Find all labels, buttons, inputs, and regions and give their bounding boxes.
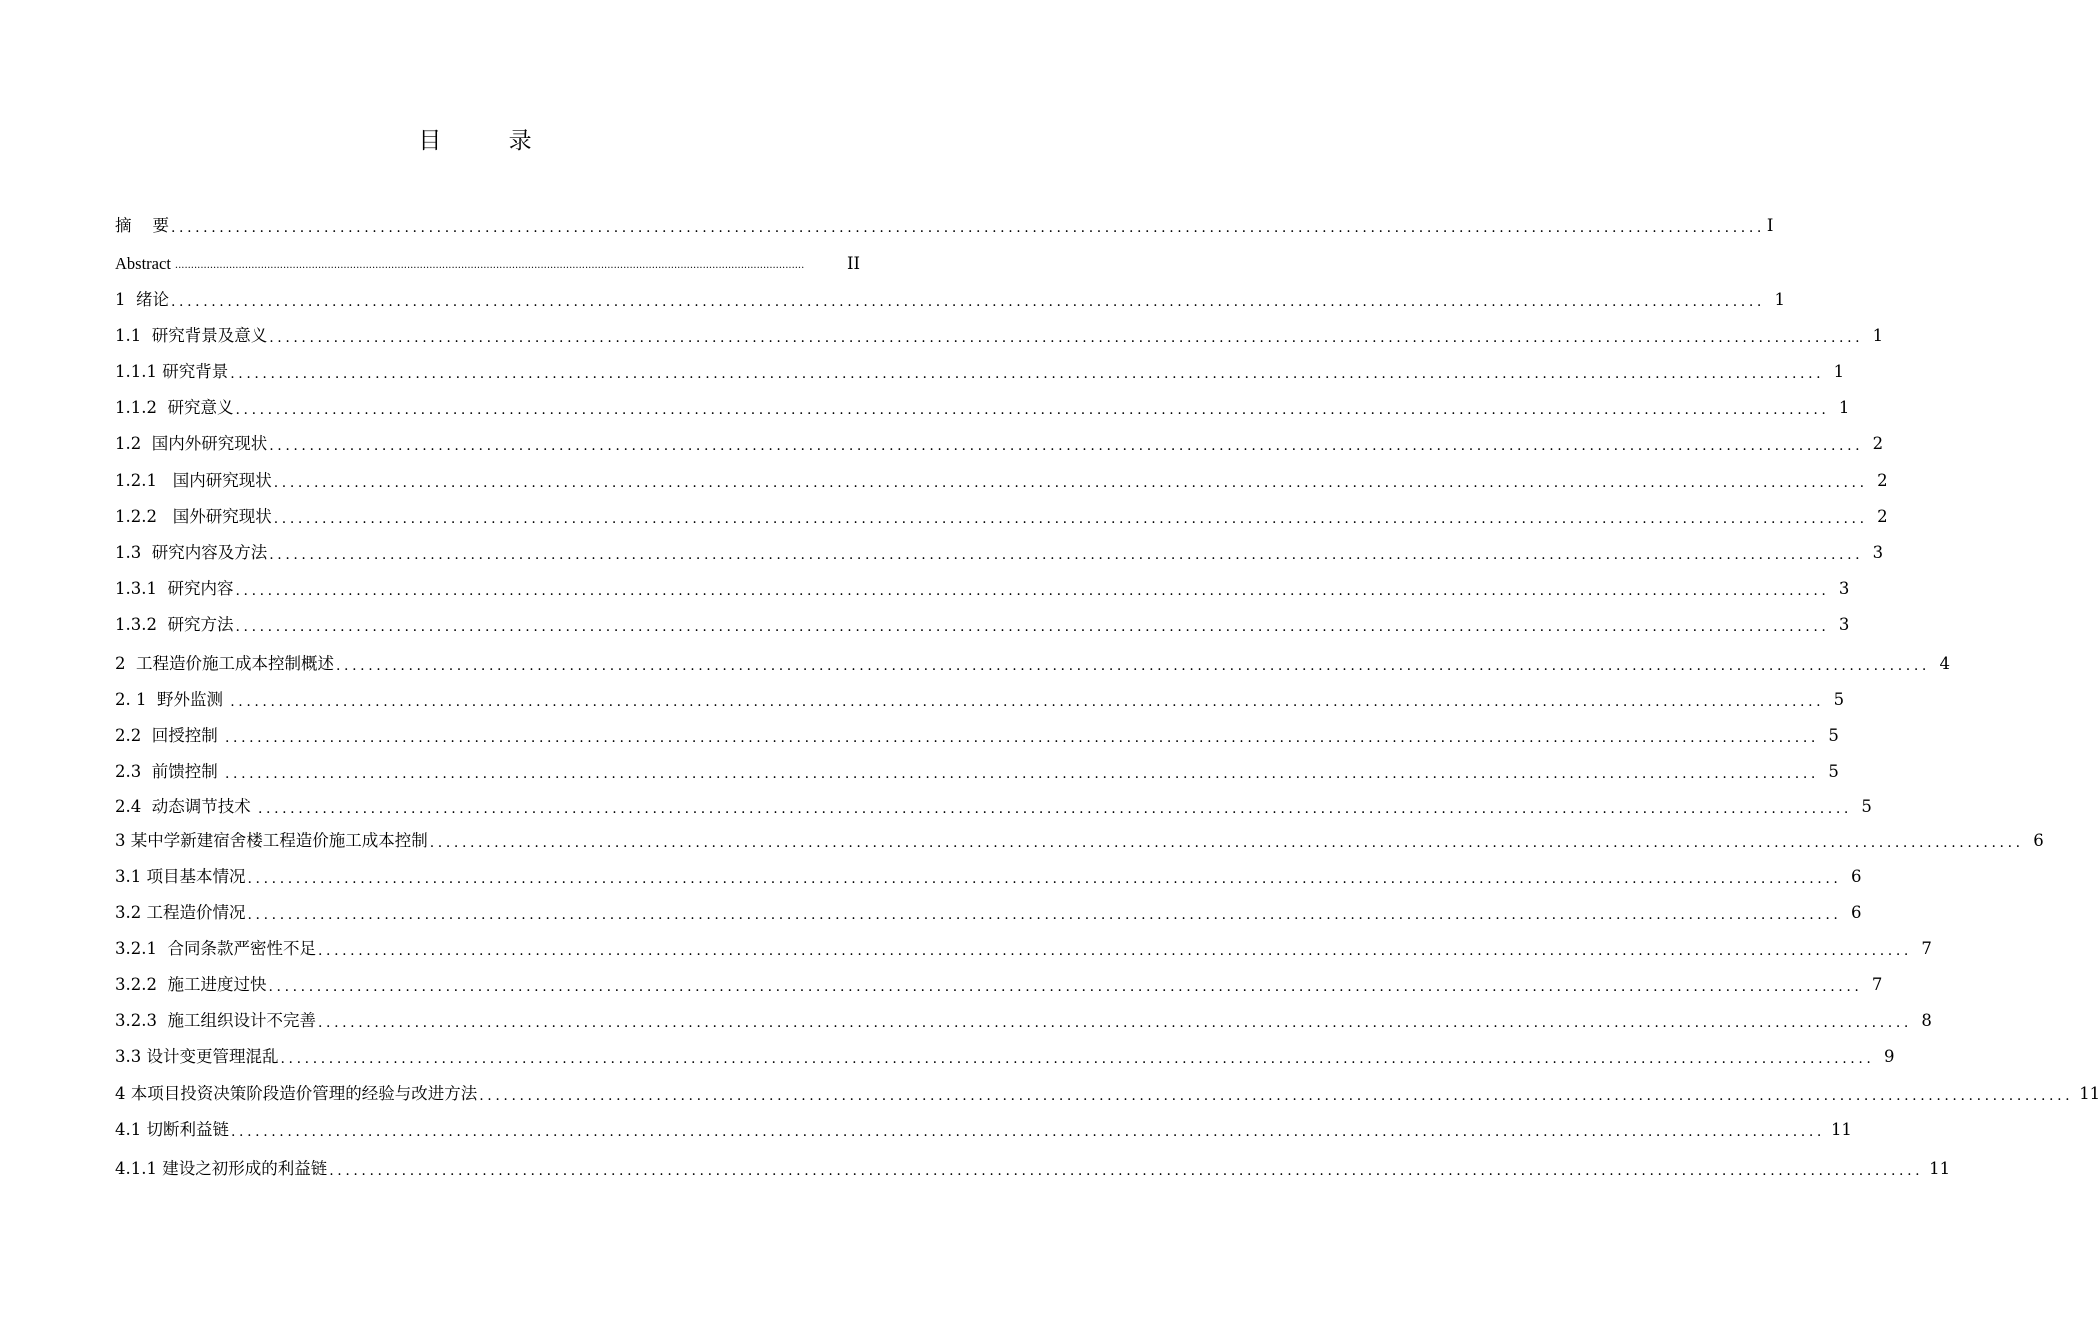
toc-leader-dots: ...................................................................................................................................................................................................... — [273, 511, 1868, 527]
table-of-contents — [115, 0, 2100, 1344]
toc-leader-dots: ...................................................................................................................................................................................................... — [235, 583, 1830, 599]
toc-entry-label: 2.3 前馈控制 — [115, 762, 223, 781]
toc-entry-1-1-2[interactable] — [115, 396, 1850, 420]
toc-entry-label: 1.1.1 研究背景 — [115, 362, 229, 381]
toc-leader-dots: ...................................................................................................................................................................................................... — [269, 438, 1864, 454]
toc-leader-dots: ...................................................................................................................................................................................................... — [247, 871, 1842, 887]
toc-entry-3[interactable] — [115, 829, 2044, 853]
toc-leader-dots: ...................................................................................................................................................................................................... — [224, 730, 1819, 746]
toc-entry-page: 6 — [1850, 867, 1862, 886]
toc-leader-dots: ...................................................................................................................................................................................................... — [336, 658, 1930, 674]
toc-entry-label: 3 某中学新建宿舍楼工程造价施工成本控制 — [115, 831, 428, 850]
toc-entry-label: 1.2 国内外研究现状 — [115, 434, 268, 453]
toc-entry-page: 3 — [1872, 543, 1884, 562]
toc-entry-label: Abstract — [115, 254, 171, 273]
toc-entry-page: I — [1766, 216, 1774, 235]
page-title: 目 录 — [418, 128, 562, 154]
toc-entry-3-1[interactable] — [115, 865, 1862, 889]
toc-entry-page: 7 — [1921, 939, 1932, 958]
toc-entry-1-1[interactable] — [115, 324, 1884, 348]
toc-entry-page: 8 — [1921, 1011, 1932, 1030]
toc-entry-label: 1.3.2 研究方法 — [115, 615, 234, 634]
toc-entry-label: 1.2.2 国外研究现状 — [115, 507, 272, 526]
toc-entry-page: 5 — [1861, 797, 1872, 816]
toc-entry-3-2-1[interactable] — [115, 937, 1932, 961]
toc-leader-dots: ...................................................................................................................................................................................................... — [171, 294, 1765, 310]
toc-entry-3-2[interactable] — [115, 901, 1862, 925]
toc-leader-dots: ...................................................................................................................................................................................................... — [174, 260, 805, 271]
toc-entry-label: 1.3.1 研究内容 — [115, 579, 234, 598]
toc-entry-label: 3.1 项目基本情况 — [115, 867, 246, 886]
toc-leader-dots: ...................................................................................................................................................................................................... — [269, 547, 1864, 563]
toc-leader-dots: ...................................................................................................................................................................................................... — [230, 694, 1825, 710]
toc-entry-label: 4.1 切断利益链 — [115, 1120, 229, 1139]
toc-entry-page: II — [846, 254, 860, 273]
toc-entry-page: 4 — [1939, 654, 1950, 673]
toc-entry-page: 1 — [1833, 362, 1845, 381]
toc-leader-dots: ...................................................................................................................................................................................................... — [235, 619, 1830, 635]
toc-entry-page: 1 — [1872, 326, 1884, 345]
toc-entry-page: 1 — [1774, 290, 1785, 309]
toc-entry-3-2-3[interactable] — [115, 1009, 1932, 1033]
toc-entry-label: 3.2.3 施工组织设计不完善 — [115, 1011, 316, 1030]
toc-leader-dots: ...................................................................................................................................................................................................... — [429, 835, 2024, 851]
toc-leader-dots: ...................................................................................................................................................................................................... — [170, 220, 1765, 236]
toc-entry-page: 5 — [1828, 762, 1839, 781]
toc-entry-label: 2.2 回授控制 — [115, 726, 223, 745]
toc-entry-abstract-cn[interactable] — [115, 214, 1774, 238]
toc-entry-3-2-2[interactable] — [115, 973, 1883, 997]
toc-entry-4-1-1[interactable] — [115, 1157, 1951, 1181]
toc-leader-dots: ...................................................................................................................................................................................................... — [273, 475, 1868, 491]
toc-entry-label: 3.2.2 施工进度过快 — [115, 975, 267, 994]
toc-entry-1-2[interactable] — [115, 432, 1884, 456]
toc-entry-page: 2 — [1877, 471, 1888, 490]
toc-leader-dots: ...................................................................................................................................................................................................... — [247, 907, 1842, 923]
toc-leader-dots: ...................................................................................................................................................................................................... — [231, 1124, 1825, 1140]
toc-entry-page: 5 — [1828, 726, 1839, 745]
toc-entry-page: 3 — [1838, 579, 1850, 598]
toc-entry-page: 11 — [2079, 1084, 2100, 1103]
toc-entry-label: 1.1 研究背景及意义 — [115, 326, 268, 345]
toc-leader-dots: ...................................................................................................................................................................................................... — [235, 402, 1830, 418]
toc-entry-4[interactable] — [115, 1082, 2100, 1106]
toc-entry-1-2-2[interactable] — [115, 505, 1888, 529]
toc-entry-label: 3.3 设计变更管理混乱 — [115, 1047, 279, 1066]
toc-entry-page: 5 — [1833, 690, 1845, 709]
toc-entry-abstract-en[interactable] — [115, 252, 860, 276]
toc-entry-page: 9 — [1883, 1047, 1895, 1066]
toc-entry-page: 3 — [1838, 615, 1850, 634]
toc-entry-page: 6 — [1850, 903, 1862, 922]
toc-entry-label: 2 工程造价施工成本控制概述 — [115, 654, 334, 673]
toc-leader-dots: ...................................................................................................................................................................................................... — [317, 1015, 1912, 1031]
toc-entry-label: 2.4 动态调节技术 — [115, 797, 256, 816]
toc-leader-dots: ...................................................................................................................................................................................................... — [329, 1163, 1924, 1179]
toc-entry-page: 11 — [1929, 1159, 1951, 1178]
toc-entry-label: 1.2.1 国内研究现状 — [115, 471, 272, 490]
toc-entry-label: 1 绪论 — [115, 290, 169, 309]
toc-entry-label: 4 本项目投资决策阶段造价管理的经验与改进方法 — [115, 1084, 478, 1103]
toc-entry-label: 3.2 工程造价情况 — [115, 903, 246, 922]
toc-entry-1-3-2[interactable] — [115, 613, 1850, 637]
toc-entry-4-1[interactable] — [115, 1118, 1852, 1142]
toc-entry-page: 6 — [2033, 831, 2044, 850]
toc-entry-1[interactable] — [115, 288, 1785, 312]
toc-entry-label: 1.1.2 研究意义 — [115, 398, 234, 417]
toc-leader-dots: ...................................................................................................................................................................................................... — [280, 1051, 1875, 1067]
toc-entry-page: 7 — [1871, 975, 1883, 994]
toc-leader-dots: ...................................................................................................................................................................................................... — [224, 766, 1819, 782]
toc-entry-page: 1 — [1838, 398, 1850, 417]
toc-entry-page: 2 — [1872, 434, 1884, 453]
toc-leader-dots: ...................................................................................................................................................................................................... — [317, 943, 1912, 959]
toc-leader-dots: ...................................................................................................................................................................................................... — [269, 330, 1864, 346]
toc-entry-label: 1.3 研究内容及方法 — [115, 543, 268, 562]
toc-leader-dots: ...................................................................................................................................................................................................... — [479, 1088, 2074, 1104]
toc-entry-label: 2. 1 野外监测 — [115, 690, 229, 709]
toc-entry-1-3-1[interactable] — [115, 577, 1850, 601]
toc-entry-1-2-1[interactable] — [115, 469, 1888, 493]
toc-leader-dots: ...................................................................................................................................................................................................... — [230, 366, 1825, 382]
toc-entry-2[interactable] — [115, 652, 1950, 676]
toc-entry-3-3[interactable] — [115, 1045, 1895, 1069]
toc-entry-1-3[interactable] — [115, 541, 1884, 565]
toc-entry-page: 11 — [1830, 1120, 1852, 1139]
toc-entry-label: 4.1.1 建设之初形成的利益链 — [115, 1159, 328, 1178]
toc-leader-dots: ...................................................................................................................................................................................................... — [257, 801, 1852, 817]
toc-entry-label: 摘 要 — [115, 216, 169, 235]
toc-entry-2-2[interactable] — [115, 724, 1839, 748]
toc-entry-page: 2 — [1877, 507, 1888, 526]
toc-entry-2-3[interactable] — [115, 760, 1839, 784]
toc-entry-2-4[interactable] — [115, 795, 1872, 819]
toc-leader-dots: ...................................................................................................................................................................................................... — [268, 979, 1863, 995]
toc-entry-1-1-1[interactable] — [115, 360, 1845, 384]
toc-entry-2-1[interactable] — [115, 688, 1845, 712]
toc-entry-label: 3.2.1 合同条款严密性不足 — [115, 939, 316, 958]
